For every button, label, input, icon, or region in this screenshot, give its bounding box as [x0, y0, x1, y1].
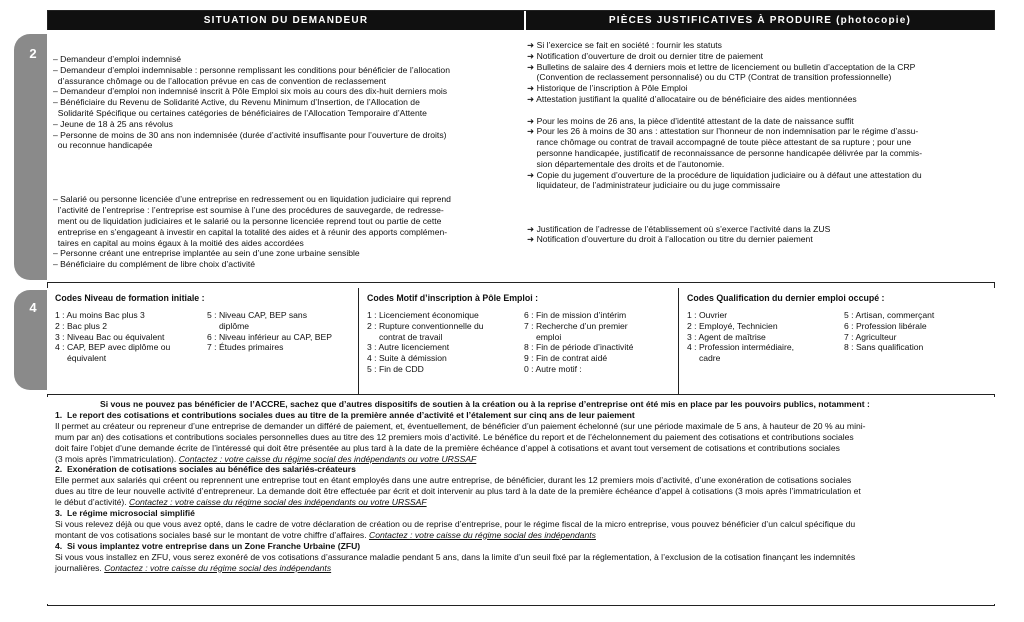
scheme-3-heading: 3. Le régime microsocial simplifié — [55, 508, 195, 519]
header-situation: SITUATION DU DEMANDEUR — [48, 11, 524, 31]
formation-code: 7 : Études primaires — [207, 342, 284, 353]
formation-code: 2 : Bac plus 2 — [55, 320, 108, 331]
piece-line: ➜ Pour les 26 à moins de 30 ans : attestation sur l’honneur de non indemnisation par le régime d’assu- — [527, 126, 919, 137]
situation-line: – Demandeur d’emploi indemnisable : personne remplissant les conditions pour bénéficier de l’allocation — [53, 64, 450, 75]
scheme-text-line: dues au titre de leur nouvelle activité d’entrepreneur. La demande doit être effectuée par écrit et doit intervenir au plus tard à la date de la première échéance d’appel à cotisations (3 mois après l’immatriculation et — [55, 486, 861, 497]
situation-line: – Jeune de 18 à 25 ans révolus — [53, 118, 173, 129]
motif-code: 7 : Recherche d’un premier — [524, 320, 628, 331]
motif-code: 0 : Autre motif : — [524, 363, 582, 374]
scheme-1-heading: 1. Le report des cotisations et contributions sociales dues au titre de la première année d’activité et l’étalement sur cinq ans de leur paiement — [55, 409, 635, 420]
scheme-4-text — [55, 552, 870, 574]
formation-code: 6 : Niveau inférieur au CAP, BEP — [207, 331, 332, 342]
situation-line: – Bénéficiaire du Revenu de Solidarité Active, du Revenu Minimum d’Insertion, de l’Allocation de — [53, 97, 420, 108]
situation-line: – Salarié ou personne licenciée d’une entreprise en redressement ou en liquidation judiciaire qui reprend — [53, 194, 451, 205]
situation-line: – Bénéficiaire du complément de libre choix d’activité — [53, 259, 256, 270]
motif-code: emploi — [524, 331, 562, 342]
formation-code: 4 : CAP, BEP avec diplôme ou — [55, 342, 171, 353]
header-pieces: PIÈCES JUSTIFICATIVES À PRODUIRE (photocopie) — [526, 11, 994, 31]
other-schemes-section — [47, 397, 995, 604]
scheme-text-line: le début d’activité). Contactez : votre caisse du régime social des indépendants ou votre URSSAF — [55, 497, 427, 508]
other-schemes-intro: Si vous ne pouvez pas bénéficier de l’ACCRE, sachez que d’autres dispositifs de soutien à la création ou à la reprise d’entreprise ont été mis en place par les pouvoirs publics, notamment : — [100, 399, 870, 409]
scheme-text-line: Il permet au créateur ou repreneur d’une entreprise de demander un différé de paiement, et, éventuellement, de bénéficier d’un paiement échelonné (sur une période maximale de 5 ans, à hauteur de 20 % au mini- — [55, 420, 866, 431]
piece-line — [527, 105, 993, 116]
motif-code: 8 : Fin de période d’inactivité — [524, 342, 634, 353]
scheme-4-heading: 4. Si vous implantez votre entreprise dans un Zone Franche Urbaine (ZFU) — [55, 540, 361, 551]
qualification-codes-box — [679, 288, 995, 394]
piece-line: ➜ Pour les moins de 26 ans, la pièce d’identité attestant de la date de naissance suffit — [527, 115, 854, 126]
piece-line: personne handicapée, justificatif de reconnaissance de personne handicapée délivrée par la commis- — [527, 147, 923, 158]
qualification-codes-col1 — [687, 310, 794, 364]
formation-codes-title: Codes Niveau de formation initiale : — [55, 293, 205, 303]
scheme-text-line: (3 mois après l’immatriculation). Contactez : votre caisse du régime social des indépendants ou votre URSSAF — [55, 453, 477, 464]
situation-line: l’activité de l’entreprise : l’entreprise est soumise à l’une des procédures de sauvegarde, de redresse- — [53, 205, 444, 216]
formation-codes-col1 — [55, 310, 170, 364]
qualification-code: 1 : Ouvrier — [687, 310, 728, 320]
situation-line: entreprise en s’engageant à investir en capital la totalité des aides et à réunir des apports complémen- — [53, 226, 448, 237]
piece-line: (Convention de reclassement personnalisé) ou du CTP (Contrat de transition professionnelle) — [527, 72, 892, 83]
scheme-text-line: mum par an) des cotisations et contributions sociales personnelles dues au titre des 12 premiers mois d’activité. Le bénéfice du report et de l’échelonnement du paiement des cotisations et contributions sociales — [55, 431, 854, 442]
situation-line — [53, 162, 523, 173]
situation-column — [53, 54, 523, 270]
qualification-code: 2 : Employé, Technicien — [687, 320, 778, 331]
piece-line — [527, 202, 993, 213]
piece-line: ➜ Notification d’ouverture de droit ou dernier titre de paiement — [527, 50, 764, 61]
section-2 — [47, 30, 995, 283]
situation-line — [53, 151, 523, 162]
motif-codes-box — [359, 288, 679, 394]
piece-line: ➜ Historique de l’inscription à Pôle Emploi — [527, 83, 688, 94]
scheme-text-line: Si vous relevez déjà ou que vous avez opté, dans le cadre de votre déclaration de création ou de reprise d’entreprise, pour le régime fiscal de la micro entreprise, vous pouvez bénéficier d’un calcul spécifique du — [55, 518, 856, 529]
scheme-text-line: journalières. Contactez : votre caisse du régime social des indépendants — [55, 562, 332, 573]
section-2-number: 2 — [29, 46, 37, 61]
piece-line — [527, 213, 993, 224]
formation-codes-col2 — [207, 310, 332, 353]
qualification-code: 6 : Profession libérale — [844, 320, 927, 331]
piece-line — [527, 191, 993, 202]
situation-line — [53, 173, 523, 184]
situation-line — [53, 184, 523, 195]
piece-line: ➜ Si l’exercice se fait en société : fournir les statuts — [527, 40, 722, 50]
contact-link[interactable]: Contactez : votre caisse du régime social des indépendants — [369, 529, 596, 540]
motif-codes-title: Codes Motif d’inscription à Pôle Emploi : — [367, 293, 539, 303]
contact-link[interactable]: Contactez : votre caisse du régime social des indépendants ou votre URSSAF — [178, 453, 477, 464]
motif-codes-col2 — [524, 310, 633, 375]
formation-code: diplôme — [207, 320, 250, 331]
qualification-code: 7 : Agriculteur — [844, 331, 897, 342]
formation-code: 1 : Au moins Bac plus 3 — [55, 310, 145, 320]
situation-line: – Demandeur d’emploi indemnisé — [53, 54, 182, 64]
piece-line: ➜ Bulletins de salaire des 4 derniers mois et lettre de licenciement ou bulletin d’acceptation de la CRP — [527, 61, 916, 72]
scheme-2-heading: 2. Exonération de cotisations sociales au bénéfice des salariés-créateurs — [55, 464, 356, 475]
piece-line: ➜ Attestation justifiant la qualité d’allocataire ou de bénéficiaire des aides mentionnées — [527, 93, 857, 104]
qualification-codes-col2 — [844, 310, 934, 353]
qualification-code: 4 : Profession intermédiaire, — [687, 342, 794, 353]
motif-code: 6 : Fin de mission d’intérim — [524, 310, 627, 320]
motif-code: 5 : Fin de CDD — [367, 363, 424, 374]
scheme-2-text — [55, 475, 870, 508]
formation-codes-box — [47, 288, 359, 394]
piece-line: rance chômage ou contrat de travail accompagné de toute pièce attestant de sa rupture ; pour une — [527, 137, 912, 148]
formation-code: 3 : Niveau Bac ou équivalent — [55, 331, 165, 342]
pieces-column — [527, 40, 993, 245]
scheme-text-line: Elle permet aux salariés qui créent ou reprennent une entreprise tout en étant employés dans une autre entreprise, de bénéficier, durant les 12 premiers mois d’activité, d’une exonération de cotisations sociales — [55, 475, 852, 486]
situation-line: ment ou de liquidation judiciaires et le salarié ou la personne licenciée reprend tout ou partie de cette — [53, 215, 442, 226]
piece-line: ➜ Copie du jugement d’ouverture de la procédure de liquidation judiciaire ou à défaut une attestation du — [527, 169, 922, 180]
motif-code: contrat de travail — [367, 331, 443, 342]
formation-code: 5 : Niveau CAP, BEP sans — [207, 310, 307, 320]
motif-code: 3 : Autre licenciement — [367, 342, 450, 353]
qualification-codes-title: Codes Qualification du dernier emploi occupé : — [687, 293, 885, 303]
contact-link[interactable]: Contactez : votre caisse du régime social des indépendants ou votre URSSAF — [129, 497, 427, 508]
formation-code: équivalent — [55, 353, 107, 364]
piece-line: sion départementale des droits et de l’autonomie. — [527, 158, 725, 169]
situation-line: – Personne de moins de 30 ans non indemnisée (durée d’activité insuffisante pour l’ouverture de droits) — [53, 129, 447, 140]
motif-code: 2 : Rupture conventionnelle du — [367, 320, 484, 331]
scheme-text-line: montant de vos cotisations sociales basé sur le montant de votre chiffre d’affaires. Contactez : votre caisse du régime social des indépendants — [55, 529, 596, 540]
situation-line: d’assurance chômage ou de l’allocation prévue en cas de convention de reclassement — [53, 75, 386, 86]
motif-code: 4 : Suite à démission — [367, 353, 447, 364]
contact-link[interactable]: Contactez : votre caisse du régime social des indépendants — [104, 562, 332, 573]
qualification-code: 8 : Sans qualification — [844, 342, 924, 353]
situation-line: – Demandeur d’emploi non indemnisé inscrit à Pôle Emploi six mois au cours des dix-huit derniers mois — [53, 86, 448, 97]
situation-line: taires en capital au moins égaux à la moitié des aides accordées — [53, 237, 304, 248]
qualification-code: 5 : Artisan, commerçant — [844, 310, 935, 320]
piece-line: ➜ Notification d’ouverture du droit à l’allocation ou titre du dernier paiement — [527, 234, 813, 245]
scheme-text-line: Si vous vous installez en ZFU, vous serez exonéré de vos cotisations d’assurance maladie pendant 5 ans, dans la limite d’un seuil fixé par la réglementation, à l’exclusion de la cotisation finançant les indemnités — [55, 551, 856, 562]
piece-line: liquidateur, de l’administrateur judiciaire ou du juge commissaire — [527, 180, 781, 191]
section-4 — [47, 288, 995, 395]
section-4-number: 4 — [29, 300, 37, 315]
other-schemes-body — [55, 399, 870, 574]
situation-line: – Personne créant une entreprise implantée au sein d’une zone urbaine sensible — [53, 248, 360, 259]
situation-line: Solidarité Spécifique ou certaines catégories de bénéficiaires de l’Allocation Temporaire d’Attente — [53, 107, 427, 118]
scheme-text-line: doit faire l’objet d’une demande écrite de l’intéressé qui doit être présentée au plus tard à la date de la première échéance d’appel à cotisations et avant tout versement de cotisations et contributions sociales — [55, 442, 840, 453]
situation-line: ou reconnue handicapée — [53, 140, 153, 151]
qualification-code: 3 : Agent de maîtrise — [687, 331, 766, 342]
motif-code: 1 : Licenciement économique — [367, 310, 479, 320]
scheme-1-text — [55, 421, 870, 465]
motif-code: 9 : Fin de contrat aidé — [524, 353, 608, 364]
qualification-code: cadre — [687, 353, 721, 364]
scheme-3-text — [55, 519, 870, 541]
piece-line: ➜ Justification de l’adresse de l’établissement où s’exerce l’activité dans la ZUS — [527, 223, 831, 234]
motif-codes-col1 — [367, 310, 484, 375]
